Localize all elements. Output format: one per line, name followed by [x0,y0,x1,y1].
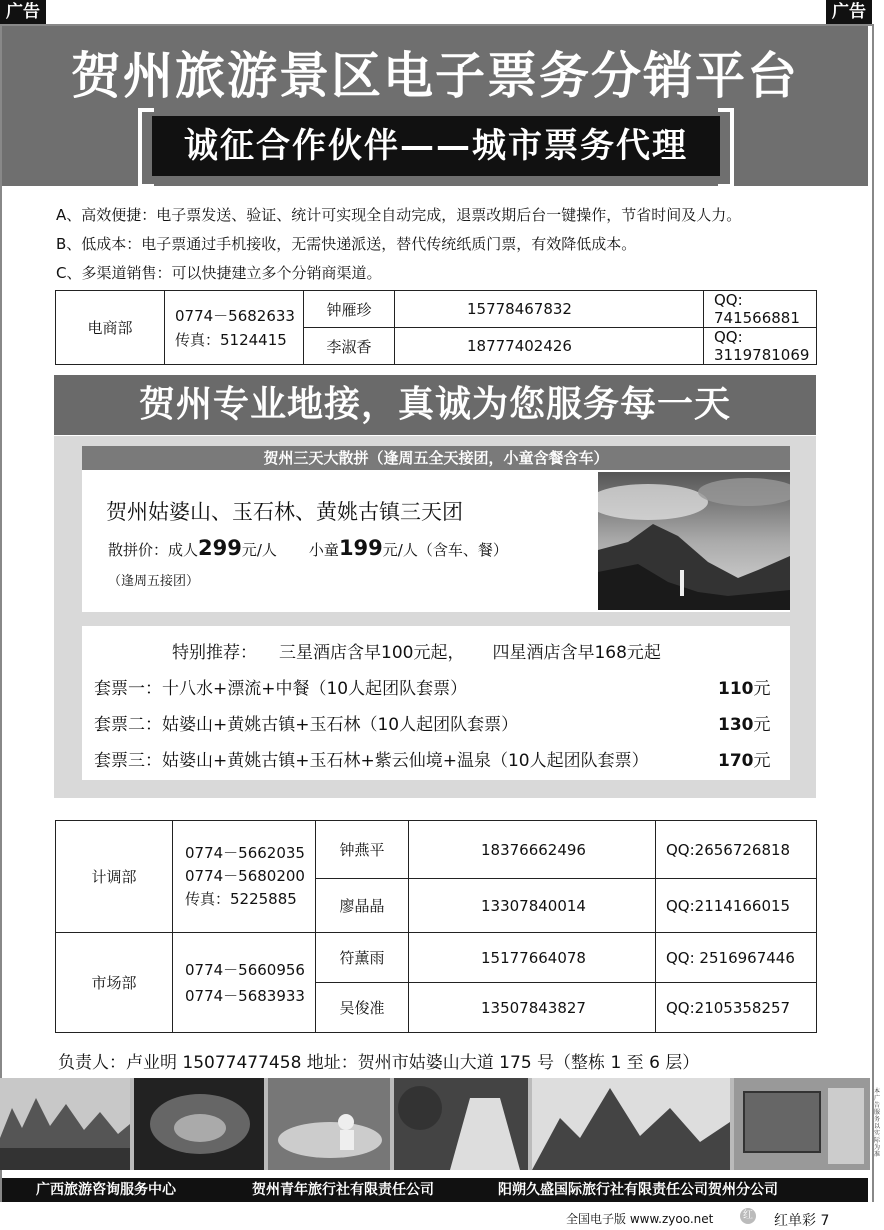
bracket-right-icon [718,108,734,188]
contact-qq: QQ: 3119781069 [704,328,817,365]
footer-org: 阳朔久盛国际旅行社有限责任公司贺州分公司 [498,1182,778,1198]
contact-name: 李淑香 [304,328,395,365]
market-phone: 0774－5660956 [185,960,305,979]
adult-price: 299 [198,536,242,560]
footer-org: 贺州青年旅行社有限责任公司 [252,1182,434,1198]
contact-mobile: 13307840014 [409,879,656,933]
package-price-value: 130 [718,715,754,735]
adult-price-unit: 元/人 [241,541,277,559]
ecommerce-fax: 传真：5124415 [175,330,287,349]
market-phones [173,933,316,1033]
contact-mobile: 13507843827 [409,983,656,1033]
package-name: 套票三：姑婆山+黄姚古镇+玉石林+紫云仙境+温泉（10人起团队套票） [94,751,649,771]
feature-c: C、多渠道销售：可以快捷建立多个分销商渠道。 [56,264,382,282]
peaks-photo [532,1078,730,1170]
hotspring-photo [268,1078,390,1170]
planning-fax: 传真：5225885 [185,890,297,908]
contact-mobile: 18777402426 [395,328,704,365]
contact-mobile: 15778467832 [395,291,704,328]
page-subtitle: 诚征合作伙伴——城市票务代理 [152,116,720,176]
tour-note: （逢周五接团） [108,574,200,589]
contact-name: 符薰雨 [316,933,409,983]
ad-tag-left: 广告 [0,0,46,24]
dept-planning: 计调部 [56,821,173,933]
package-price [718,746,771,771]
contact-line: 负责人：卢业明 15077477458 地址：贺州市姑婆山大道 175 号（整栋 1 至 6 层） [58,1053,700,1073]
tour-name: 贺州姑婆山、玉石林、黄姚古镇三天团 [106,500,463,524]
dept-ecommerce: 电商部 [56,291,165,365]
site-url: 全国电子版 www.zyoo.net [566,1212,714,1226]
footer-bar [2,1178,868,1202]
package-price [718,674,771,699]
mountain-photo [598,472,790,610]
footer-org: 广西旅游咨询服务中心 [36,1182,176,1198]
child-price-unit: 元/人（含车、餐） [382,541,508,559]
feature-b: B、低成本：电子票通过手机接收，无需快递派送，替代传统纸质门票，有效降低成本。 [56,235,637,253]
ad-tag-right: 广告 [826,0,872,24]
contact-mobile: 15177664078 [409,933,656,983]
contact-name: 吴俊准 [316,983,409,1033]
package-name: 套票二：姑婆山+黄姚古镇+玉石林（10人起团队套票） [94,715,519,735]
recommend-line [172,638,661,663]
contact-mobile: 18376662496 [409,821,656,879]
ecommerce-phones [165,291,304,365]
planning-phones [173,821,316,933]
market-phone: 0774－5683933 [185,986,305,1005]
side-note: 本广告服务以实际为准 [874,1088,881,1158]
package-price-unit: 元 [753,751,771,771]
cave-photo [134,1078,264,1170]
tour-card-header: 贺州三天大散拼（逢周五全天接团，小童含餐含车） [82,446,790,470]
package-price-unit: 元 [753,679,771,699]
dept-market: 市场部 [56,933,173,1033]
package-name: 套票一：十八水+漂流+中餐（10人起团队套票） [94,679,468,699]
package-price-value: 170 [718,751,754,771]
four-star-offer: 四星酒店含早168元起 [492,643,661,663]
contact-qq: QQ:2656726818 [656,821,817,879]
planning-phone: 0774－5680200 [185,867,305,885]
child-price-label: 小童 [308,541,339,559]
red-badge-icon: 红 [740,1208,756,1224]
package-price [718,710,771,735]
contact-qq: QQ: 741566881 [704,291,817,328]
recommend-label: 特别推荐： [172,643,257,663]
waterfall-photo [394,1078,528,1170]
contact-qq: QQ:2105358257 [656,983,817,1033]
ecommerce-contact-table [55,290,817,365]
child-price: 199 [338,536,383,560]
planning-phone: 0774－5662035 [185,844,305,862]
stone-carving-photo [734,1078,870,1170]
package-price-unit: 元 [753,715,771,735]
feature-a: A、高效便捷：电子票发送、验证、统计可实现全自动完成，退票改期后台一键操作，节省时间及人力。 [56,206,742,224]
karst-photo [0,1078,130,1170]
adult-price-label: 散拼价：成人 [108,541,199,559]
three-star-offer: 三星酒店含早100元起， [279,643,465,663]
contact-name: 廖晶晶 [316,879,409,933]
contact-qq: QQ:2114166015 [656,879,817,933]
service-banner: 贺州专业地接，真诚为您服务每一天 [54,375,816,435]
contact-name: 钟雁珍 [304,291,395,328]
contact-qq: QQ: 2516967446 [656,933,817,983]
scenery-strip [0,1078,870,1170]
page-title: 贺州旅游景区电子票务分销平台 [71,47,799,105]
department-contact-table [55,820,817,1033]
package-price-value: 110 [718,679,754,699]
page-number: 红单彩 7 [774,1213,830,1229]
ecommerce-phone: 0774－5682633 [175,306,295,325]
tour-price-line [108,536,508,560]
contact-name: 钟燕平 [316,821,409,879]
